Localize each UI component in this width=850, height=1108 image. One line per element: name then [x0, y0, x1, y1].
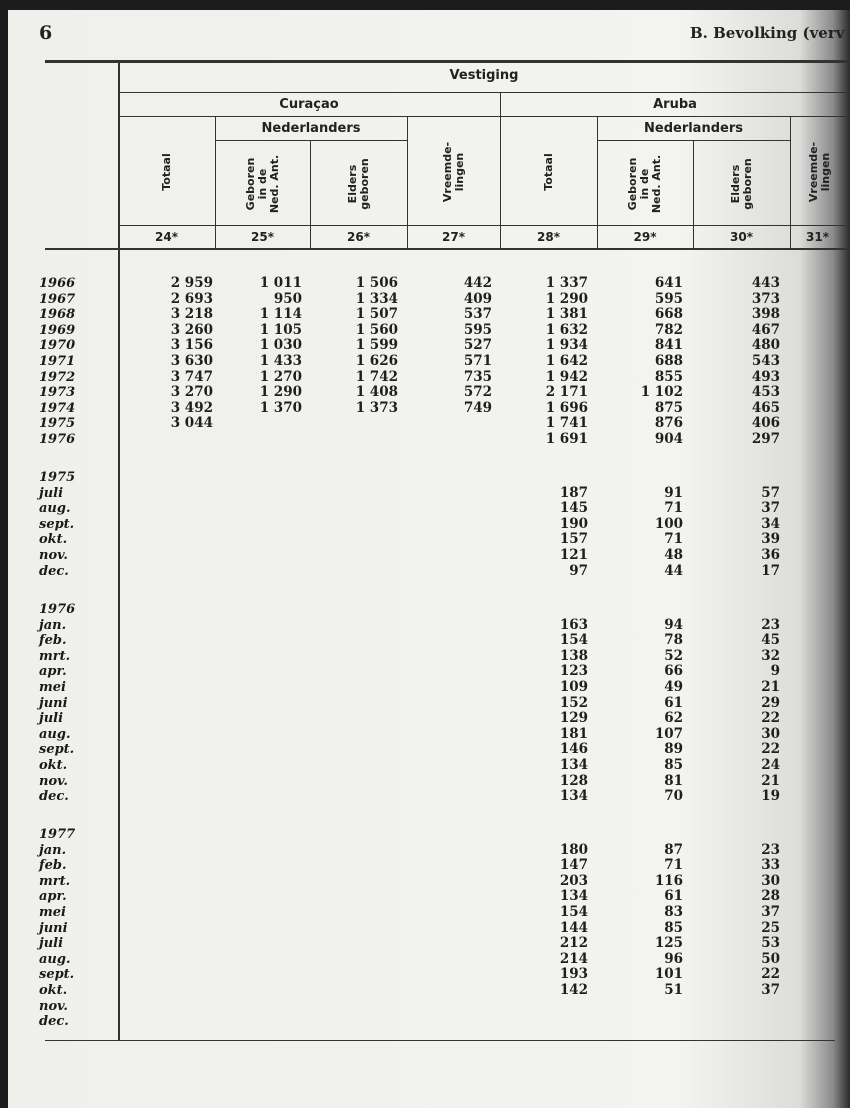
table-cell: 180	[559, 841, 588, 858]
table-cell: 1 373	[355, 399, 398, 416]
table-cell: 1 507	[355, 306, 398, 323]
table-cell: 214	[559, 950, 588, 967]
table-cell: 527	[463, 337, 492, 354]
row-label: 1970	[39, 338, 76, 354]
table-cell: 1 030	[259, 337, 302, 354]
row-label: dec.	[39, 1014, 69, 1030]
table-cell: 1 626	[355, 353, 398, 369]
table-cell: 782	[654, 321, 683, 338]
header-bottom-rule	[45, 248, 850, 250]
table-cell: 32	[761, 647, 780, 664]
column-header-label: Elders geboren	[728, 158, 754, 210]
table-cell: 373	[751, 290, 780, 307]
row-label: okt.	[39, 983, 68, 998]
table-cell: 49	[664, 679, 683, 695]
table-cell: 144	[559, 919, 588, 936]
group-title: 1977	[39, 827, 76, 842]
rule-islands	[118, 116, 850, 117]
column-number: 29*	[633, 230, 657, 244]
header-nederlanders-aruba: Nederlanders	[644, 121, 743, 136]
col-divider	[790, 117, 791, 248]
table-cell: 22	[761, 741, 780, 758]
table-cell: 128	[559, 772, 588, 789]
table-cell: 442	[463, 275, 492, 291]
table-cell: 138	[559, 647, 588, 664]
table-cell: 1 337	[545, 275, 588, 291]
table-cell: 537	[463, 306, 492, 323]
table-cell: 1 105	[259, 321, 302, 338]
row-label: 1974	[39, 400, 76, 416]
row-label: aug.	[39, 501, 71, 517]
table-cell: 85	[664, 919, 683, 936]
page-number: 6	[39, 22, 53, 44]
table-cell: 1 742	[355, 368, 398, 385]
label-column-divider	[118, 62, 120, 1040]
row-label: 1966	[39, 276, 76, 291]
column-number: 30*	[730, 230, 753, 244]
table-cell: 1 334	[355, 290, 398, 307]
table-cell: 23	[761, 841, 780, 858]
table-cell: 398	[751, 306, 780, 323]
rule-vestiging	[118, 92, 850, 93]
row-label: 1971	[39, 354, 76, 369]
table-cell: 22	[761, 710, 780, 727]
table-cell: 1 642	[545, 353, 588, 369]
table-cell: 53	[761, 935, 780, 952]
row-label: 1967	[39, 291, 76, 307]
row-label: jan.	[39, 617, 67, 633]
table-cell: 1 560	[355, 321, 398, 338]
table-cell: 409	[463, 290, 492, 307]
column-header-label: Vreemde- lingen	[440, 141, 466, 203]
table-cell: 641	[654, 275, 683, 291]
table-cell: 87	[664, 841, 683, 858]
table-cell: 480	[751, 337, 780, 354]
table-cell: 1 270	[259, 368, 302, 385]
table-cell: 83	[664, 904, 683, 920]
table-cell: 2 693	[170, 290, 213, 307]
row-label: mei	[39, 905, 66, 920]
table-cell: 297	[751, 431, 780, 447]
table-cell: 157	[559, 531, 588, 548]
row-label: apr.	[39, 889, 67, 905]
table-cell: 595	[654, 290, 683, 307]
row-label: feb.	[39, 633, 67, 649]
table-cell: 28	[761, 888, 780, 905]
table-cell: 1 102	[640, 384, 683, 401]
table-cell: 1 011	[259, 275, 302, 291]
table-cell: 61	[664, 888, 683, 905]
table-cell: 134	[559, 757, 588, 773]
column-header-label: Geboren in de Ned. Ant.	[626, 154, 663, 214]
row-label: aug.	[39, 951, 71, 967]
table-cell: 443	[751, 275, 780, 291]
group-title: 1976	[39, 602, 76, 617]
table-cell: 3 156	[170, 337, 213, 354]
table-cell: 45	[761, 632, 780, 649]
row-label: juni	[39, 695, 68, 711]
table-cell: 163	[559, 616, 588, 633]
table-cell: 543	[751, 353, 780, 369]
column-number: 25*	[251, 230, 274, 244]
column-header-label: Geboren in de Ned. Ant.	[243, 154, 281, 214]
table-cell: 48	[664, 547, 683, 563]
table-cell: 71	[664, 531, 683, 548]
table-cell: 735	[463, 368, 492, 385]
table-cell: 123	[559, 663, 588, 680]
column-header-label: Totaal	[541, 153, 555, 191]
table-cell: 2 959	[170, 275, 213, 291]
table-cell: 61	[664, 694, 683, 711]
table-cell: 154	[559, 632, 588, 649]
row-label: sept.	[39, 742, 75, 758]
table-cell: 121	[559, 547, 588, 563]
header-curacao: Curaçao	[279, 97, 339, 112]
table-cell: 36	[761, 547, 780, 563]
table-cell: 134	[559, 888, 588, 905]
column-header-label: Elders geboren	[345, 158, 371, 210]
running-title: B. Bevolking (verv	[690, 24, 845, 42]
row-label: okt.	[39, 758, 68, 773]
top-rule	[45, 60, 850, 63]
table-cell: 66	[664, 663, 683, 680]
row-label: juli	[39, 485, 64, 501]
table-cell: 154	[559, 904, 588, 920]
table-cell: 70	[664, 788, 683, 805]
table-cell: 190	[559, 515, 588, 532]
table-cell: 1 934	[545, 337, 588, 354]
table-cell: 950	[273, 290, 302, 307]
table-cell: 875	[654, 399, 683, 416]
table-cell: 212	[559, 935, 588, 952]
row-label: aug.	[39, 726, 71, 742]
row-label: 1968	[39, 307, 76, 323]
table-cell: 181	[559, 725, 588, 742]
row-label: 1976	[39, 432, 76, 447]
table-cell: 1 696	[545, 399, 588, 416]
column-number: 26*	[347, 230, 370, 244]
table-cell: 1 632	[545, 321, 588, 338]
header-vestiging: Vestiging	[449, 68, 519, 83]
row-label: dec.	[39, 563, 69, 579]
row-label: 1973	[39, 385, 76, 401]
row-label: 1972	[39, 369, 76, 385]
col-divider	[407, 117, 408, 248]
table-cell: 3 044	[170, 415, 213, 432]
table-cell: 1 381	[545, 306, 588, 323]
table-cell: 467	[751, 321, 780, 338]
table-cell: 876	[654, 415, 683, 432]
table-cell: 1 433	[259, 353, 302, 369]
table-cell: 1 691	[545, 431, 588, 447]
table-cell: 187	[559, 484, 588, 501]
table-cell: 1 370	[259, 399, 302, 416]
row-label: apr.	[39, 664, 67, 680]
table-cell: 2 171	[545, 384, 588, 401]
table-cell: 9	[770, 663, 780, 680]
table-cell: 147	[559, 857, 588, 874]
row-label: sept.	[39, 967, 75, 983]
table-cell: 101	[654, 966, 683, 983]
table-cell: 572	[463, 384, 492, 401]
table-cell: 1 506	[355, 275, 398, 291]
table-cell: 145	[559, 500, 588, 517]
group-title: 1975	[39, 470, 76, 485]
table-cell: 17	[761, 562, 780, 579]
table-cell: 89	[664, 741, 683, 758]
row-label: okt.	[39, 532, 68, 548]
table-cell: 81	[664, 772, 683, 789]
table-cell: 571	[463, 353, 492, 369]
table-cell: 97	[569, 562, 588, 579]
table-cell: 52	[664, 647, 683, 664]
table-cell: 33	[761, 857, 780, 874]
row-label: mei	[39, 680, 66, 695]
table-cell: 152	[559, 694, 588, 711]
table-cell: 904	[654, 431, 683, 447]
table-cell: 193	[559, 966, 588, 983]
row-label: juli	[39, 936, 64, 952]
table-cell: 1 290	[259, 384, 302, 401]
table-cell: 78	[664, 632, 683, 649]
col-divider	[597, 117, 598, 248]
table-cell: 91	[664, 484, 683, 501]
table-cell: 30	[761, 872, 780, 889]
table-cell: 465	[751, 399, 780, 416]
table-cell: 85	[664, 757, 683, 773]
header-nederlanders-curacao: Nederlanders	[261, 121, 361, 136]
table-cell: 142	[559, 982, 588, 998]
table-cell: 406	[751, 415, 780, 432]
table-cell: 21	[761, 772, 780, 789]
table-cell: 44	[664, 562, 683, 579]
table-cell: 203	[559, 872, 588, 889]
row-label: mrt.	[39, 873, 71, 889]
table-cell: 3 270	[170, 384, 213, 401]
table-cell: 595	[463, 321, 492, 338]
table-cell: 37	[761, 904, 780, 920]
bottom-rule	[45, 1040, 835, 1041]
table-cell: 749	[463, 399, 492, 416]
table-cell: 453	[751, 384, 780, 401]
table-cell: 57	[761, 484, 780, 501]
row-label: sept.	[39, 516, 75, 532]
table-cell: 22	[761, 966, 780, 983]
table-cell: 116	[654, 872, 683, 889]
row-label: dec.	[39, 789, 69, 805]
col-divider	[215, 117, 216, 248]
table-cell: 134	[559, 788, 588, 805]
table-cell: 21	[761, 679, 780, 695]
header-aruba: Aruba	[653, 97, 697, 112]
table-cell: 1 408	[355, 384, 398, 401]
table-cell: 23	[761, 616, 780, 633]
table-cell: 688	[654, 353, 683, 369]
table-cell: 3 218	[170, 306, 213, 323]
table-cell: 19	[761, 788, 780, 805]
table-cell: 71	[664, 500, 683, 517]
table-cell: 1 741	[545, 415, 588, 432]
column-header-label: Vreemde- lingen	[807, 141, 832, 203]
table-cell: 3 492	[170, 399, 213, 416]
table-cell: 841	[654, 337, 683, 354]
table-cell: 39	[761, 531, 780, 548]
table-cell: 146	[559, 741, 588, 758]
table-cell: 51	[664, 982, 683, 998]
table-cell: 3 630	[170, 353, 213, 369]
row-label: nov.	[39, 548, 68, 563]
table-cell: 37	[761, 500, 780, 517]
column-number: 28*	[537, 230, 560, 244]
table-cell: 100	[654, 515, 683, 532]
row-label: 1969	[39, 322, 76, 338]
table-cell: 1 942	[545, 368, 588, 385]
column-number: 24*	[155, 230, 178, 244]
row-label: 1975	[39, 416, 76, 432]
row-label: nov.	[39, 773, 68, 789]
table-cell: 493	[751, 368, 780, 385]
table-cell: 71	[664, 857, 683, 874]
table-cell: 50	[761, 950, 780, 967]
row-label: nov.	[39, 998, 68, 1014]
row-label: mrt.	[39, 648, 71, 664]
row-label: juni	[39, 920, 68, 936]
table-cell: 107	[654, 725, 683, 742]
table-cell: 668	[654, 306, 683, 323]
table-cell: 30	[761, 725, 780, 742]
table-cell: 29	[761, 694, 780, 711]
table-cell: 94	[664, 616, 683, 633]
row-label: juli	[39, 711, 64, 727]
row-label: feb.	[39, 858, 67, 874]
table-cell: 62	[664, 710, 683, 727]
table-cell: 855	[654, 368, 683, 385]
table-cell: 109	[559, 679, 588, 695]
column-number: 31*	[806, 230, 829, 244]
table-cell: 24	[761, 757, 780, 773]
table-cell: 34	[761, 515, 780, 532]
table-cell: 1 290	[545, 290, 588, 307]
table-cell: 1 114	[259, 306, 302, 323]
row-label: jan.	[39, 842, 67, 858]
table-cell: 37	[761, 982, 780, 998]
table-cell: 129	[559, 710, 588, 727]
table-cell: 3 260	[170, 321, 213, 338]
table-cell: 1 599	[355, 337, 398, 354]
table-cell: 125	[654, 935, 683, 952]
table-cell: 25	[761, 919, 780, 936]
table-cell: 3 747	[170, 368, 213, 385]
column-number: 27*	[442, 230, 465, 244]
column-header-label: Totaal	[159, 153, 173, 191]
table-cell: 96	[664, 950, 683, 967]
